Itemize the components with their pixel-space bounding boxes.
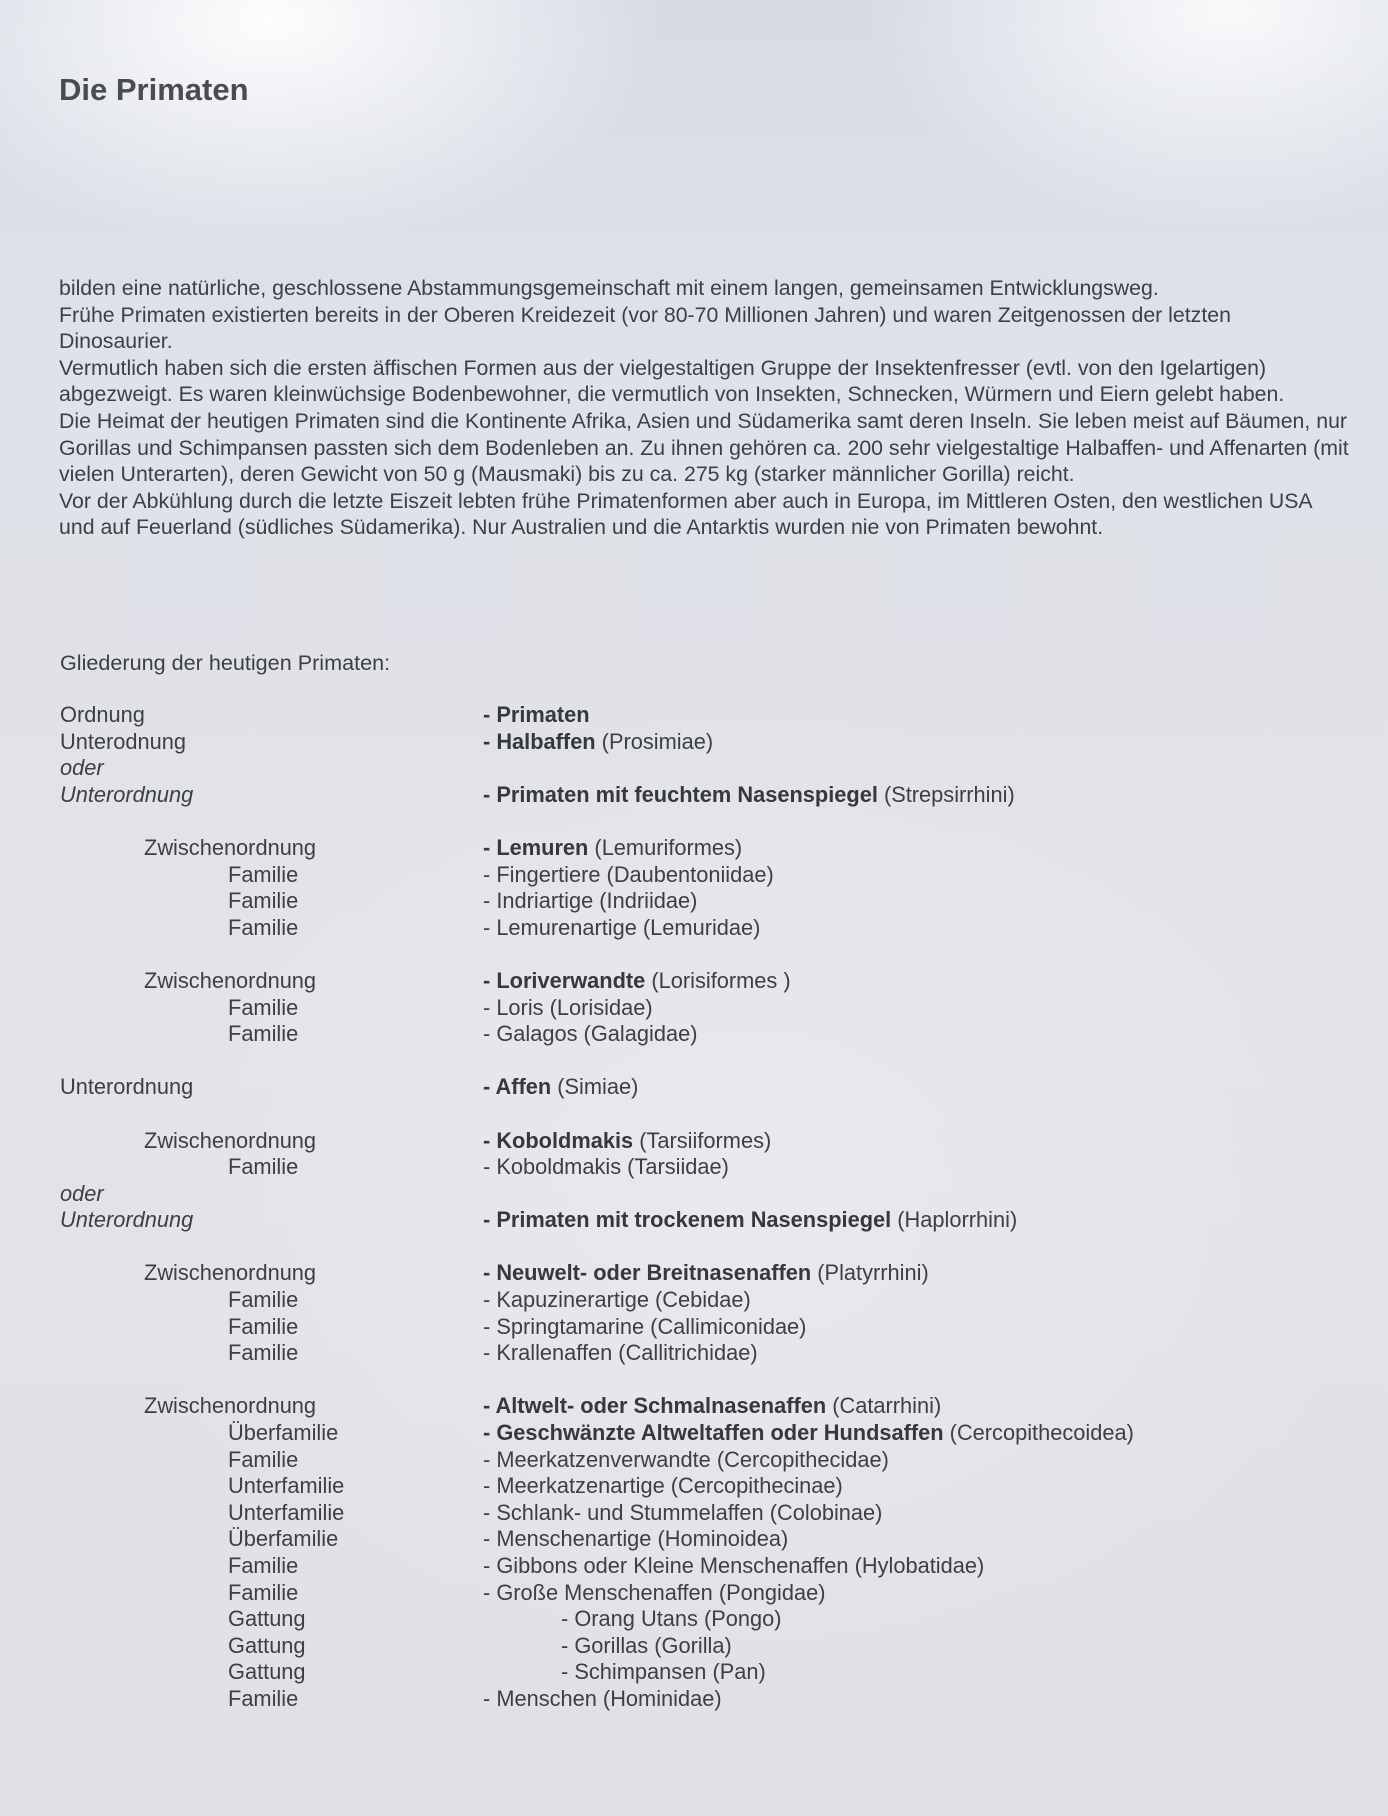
taxon-label	[483, 1207, 1017, 1234]
rank-label: Familie	[228, 1579, 299, 1605]
rank-label: Zwischenordnung	[144, 1260, 317, 1286]
taxon-latin: (Lemuriformes)	[588, 834, 743, 860]
rank-label: Überfamilie	[228, 1526, 339, 1552]
taxon-latin: (Catarrhini)	[826, 1393, 942, 1419]
taxonomy-row	[60, 1074, 1350, 1101]
taxonomy-row	[60, 1287, 1350, 1314]
rank-label: Zwischenordnung	[144, 967, 317, 993]
taxon-name: - Primaten	[483, 702, 590, 727]
intro-paragraph: bilden eine natürliche, geschlossene Abstammungsgemeinschaft mit einem langen, gemeinsamen Entwicklungsweg.	[59, 276, 1159, 300]
taxonomy-row	[60, 755, 1350, 782]
taxon-latin: - Indriartige (Indriidae)	[483, 888, 698, 914]
taxonomy-row	[60, 1340, 1350, 1367]
taxon-latin: (Simiae)	[551, 1074, 639, 1100]
rank-label: Unterordnung	[60, 781, 194, 807]
taxon-latin: - Kapuzinerartige (Cebidae)	[483, 1287, 751, 1313]
taxon-latin: - Loris (Lorisidae)	[483, 994, 653, 1020]
taxon-label	[483, 968, 791, 995]
rank-label: Gattung	[228, 1632, 306, 1658]
rank-label: Familie	[228, 1287, 299, 1313]
taxon-latin: - Springtamarine (Callimiconidae)	[483, 1313, 807, 1339]
rank-label: Zwischenordnung	[144, 1127, 317, 1153]
taxon-latin: (Cercopithecoidea)	[943, 1420, 1134, 1446]
taxonomy-row	[60, 1580, 1350, 1607]
taxon-latin: - Schimpansen (Pan)	[561, 1659, 766, 1685]
taxon-latin: - Lemurenartige (Lemuridae)	[483, 914, 761, 940]
taxonomy-row	[60, 1393, 1350, 1420]
taxon-name: - Neuwelt- oder Breitnasenaffen	[483, 1260, 812, 1286]
rank-label: Unterfamilie	[228, 1499, 345, 1525]
taxon-label	[483, 1074, 638, 1101]
rank-label: Familie	[228, 1313, 299, 1339]
taxon-latin: - Gibbons oder Kleine Menschenaffen (Hylobatidae)	[483, 1553, 985, 1578]
rank-label: Familie	[228, 1021, 299, 1047]
taxon-latin: (Haplorrhini)	[891, 1207, 1018, 1233]
taxon-label	[483, 1420, 1134, 1447]
intro-paragraph: Vor der Abkühlung durch die letzte Eiszeit lebten frühe Primatenformen aber auch in Europa, im Mittleren Osten, den westlichen USA und auf Feuerland (südliches Südamerika). Nur Australien und die Antarktis wurden nie von Primaten bewohnt.	[59, 488, 1312, 540]
taxon-latin: - Galagos (Galagidae)	[483, 1021, 698, 1047]
taxon-label	[483, 835, 742, 862]
taxon-latin: - Große Menschenaffen (Pongidae)	[483, 1579, 826, 1605]
taxon-label	[483, 1447, 889, 1474]
rank-label: Familie	[228, 1340, 299, 1366]
taxon-label	[483, 1340, 758, 1367]
taxon-latin: (Strepsirrhini)	[877, 781, 1015, 807]
taxon-label	[483, 1287, 751, 1314]
taxon-latin: (Tarsiiformes)	[633, 1127, 772, 1153]
taxon-latin: (Lorisiformes )	[645, 967, 791, 993]
rank-label: oder	[60, 755, 104, 781]
taxon-latin: - Koboldmakis (Tarsiidae)	[483, 1154, 729, 1180]
taxon-latin: - Orang Utans (Pongo)	[561, 1606, 782, 1632]
taxon-label	[483, 1473, 843, 1500]
taxonomy-row	[60, 1314, 1350, 1341]
taxonomy-row	[60, 1154, 1350, 1181]
taxon-label	[483, 1553, 984, 1580]
taxon-label	[483, 1580, 825, 1607]
taxon-latin: - Fingertiere (Daubentoniidae)	[483, 861, 774, 887]
rank-label: Unterordnung	[60, 1207, 194, 1233]
rank-label: Familie	[228, 861, 299, 887]
rank-label: Familie	[228, 888, 299, 914]
taxon-label	[483, 1314, 806, 1341]
taxonomy-row	[60, 888, 1350, 915]
taxon-label	[483, 1128, 771, 1155]
taxon-label	[483, 1500, 882, 1527]
taxon-latin: - Menschenartige (Hominoidea)	[483, 1526, 789, 1552]
taxonomy-row	[60, 1420, 1350, 1447]
taxonomy-row	[60, 1473, 1350, 1500]
taxonomy-row	[60, 1128, 1350, 1155]
rank-label: Familie	[228, 1553, 299, 1578]
taxon-label	[483, 995, 653, 1022]
taxon-latin: - Schlank- und Stummelaffen (Colobinae)	[483, 1499, 883, 1525]
taxon-latin: - Gorillas (Gorilla)	[561, 1632, 732, 1658]
taxon-label	[483, 888, 697, 915]
rank-label: Familie	[228, 1154, 299, 1180]
taxon-label	[483, 915, 760, 942]
taxonomy-row	[60, 1686, 1350, 1713]
intro-paragraph: Die Heimat der heutigen Primaten sind die Kontinente Afrika, Asien und Südamerika samt deren Inseln. Sie leben meist auf Bäumen, nur Gorillas und Schimpansen passten sich dem Bodenleben an. Zu ihnen gehören ca. 200 sehr vielgestaltige Halbaffen- und Affenarten (mit vielen Unterarten), deren Gewicht von 50 g (Mausmaki) bis zu ca. 275 kg (starker männlicher Gorilla) reicht.	[59, 408, 1349, 487]
intro-paragraph: Vermutlich haben sich die ersten äffischen Formen aus der vielgestaltigen Gruppe der Insektenfresser (evtl. von den Igelartigen) abgezweigt. Es waren kleinwüchsige Bodenbewohner, die vermutlich von Insekten, Schnecken, Würmern und Eiern gelebt haben.	[59, 355, 1285, 407]
rank-label: Familie	[228, 994, 299, 1020]
rank-label: Familie	[228, 1685, 299, 1711]
rank-label: Gattung	[228, 1606, 306, 1632]
taxon-label	[483, 1021, 697, 1048]
taxon-label	[561, 1659, 766, 1686]
taxon-label	[483, 1260, 929, 1287]
taxon-label	[483, 1154, 729, 1181]
taxon-latin: - Menschen (Hominidae)	[483, 1685, 722, 1711]
taxonomy-row	[60, 1606, 1350, 1633]
taxon-latin: (Platyrrhini)	[811, 1260, 929, 1286]
taxon-label	[561, 1633, 732, 1660]
taxonomy-row	[60, 968, 1350, 995]
taxon-name: - Koboldmakis	[483, 1127, 634, 1153]
taxon-name: - Primaten mit trockenem Nasenspiegel	[483, 1207, 892, 1233]
rank-label: Zwischenordnung	[144, 834, 317, 860]
taxonomy-row	[60, 1021, 1350, 1048]
taxonomy-row	[60, 862, 1350, 889]
taxon-name: - Lemuren	[483, 834, 589, 860]
taxonomy-row	[60, 1447, 1350, 1474]
taxon-latin: - Krallenaffen (Callitrichidae)	[483, 1340, 758, 1366]
taxon-label	[483, 729, 713, 756]
taxon-name: - Primaten mit feuchtem Nasenspiegel	[483, 781, 878, 807]
taxon-name: - Affen	[483, 1074, 552, 1100]
taxon-label	[561, 1606, 782, 1633]
rank-label: Ordnung	[60, 702, 145, 727]
taxon-name: - Altwelt- oder Schmalnasenaffen	[483, 1393, 827, 1419]
taxonomy-row	[60, 1181, 1350, 1208]
taxonomy-row	[60, 729, 1350, 756]
taxonomy-row	[60, 1500, 1350, 1527]
rank-label: Unterfamilie	[228, 1473, 345, 1499]
taxonomy-row	[60, 1633, 1350, 1660]
taxonomy-row	[60, 782, 1350, 809]
taxonomy-row	[60, 915, 1350, 942]
taxonomy-row	[60, 1260, 1350, 1287]
rank-label: Unterordnung	[60, 1074, 194, 1100]
taxonomy-row	[60, 1659, 1350, 1686]
taxonomy-row	[60, 1207, 1350, 1234]
rank-label: oder	[60, 1180, 104, 1206]
taxon-label	[483, 1686, 722, 1713]
intro-paragraph: Frühe Primaten existierten bereits in der Oberen Kreidezeit (vor 80-70 Millionen Jahren) und waren Zeitgenossen der letzten Dinosaurier.	[59, 302, 1231, 354]
taxon-latin: (Prosimiae)	[595, 728, 714, 754]
rank-label: Familie	[228, 914, 299, 940]
taxon-label	[483, 1393, 941, 1420]
taxonomy-row	[60, 995, 1350, 1022]
rank-label: Gattung	[228, 1659, 306, 1685]
taxon-name: - Loriverwandte	[483, 967, 646, 993]
taxon-label	[483, 862, 774, 889]
taxonomy-list	[60, 702, 1350, 1713]
taxon-name: - Geschwänzte Altweltaffen oder Hundsaffen	[483, 1420, 944, 1446]
taxon-latin: - Meerkatzenartige (Cercopithecinae)	[483, 1473, 843, 1499]
taxonomy-row	[60, 1553, 1350, 1580]
taxonomy-row	[60, 702, 1350, 729]
classification-heading: Gliederung der heutigen Primaten:	[60, 650, 391, 675]
intro-text	[59, 275, 1349, 541]
page-title: Die Primaten	[59, 72, 249, 107]
taxonomy-row	[60, 1526, 1350, 1553]
rank-label: Überfamilie	[228, 1420, 339, 1446]
taxon-latin: - Meerkatzenverwandte (Cercopithecidae)	[483, 1446, 889, 1472]
rank-label: Familie	[228, 1446, 299, 1472]
taxonomy-row	[60, 835, 1350, 862]
taxon-label	[483, 702, 590, 729]
rank-label: Zwischenordnung	[144, 1393, 317, 1419]
taxon-name: - Halbaffen	[483, 728, 596, 754]
taxon-label	[483, 782, 1015, 809]
taxon-label	[483, 1526, 788, 1553]
rank-label: Unterodnung	[60, 728, 187, 754]
